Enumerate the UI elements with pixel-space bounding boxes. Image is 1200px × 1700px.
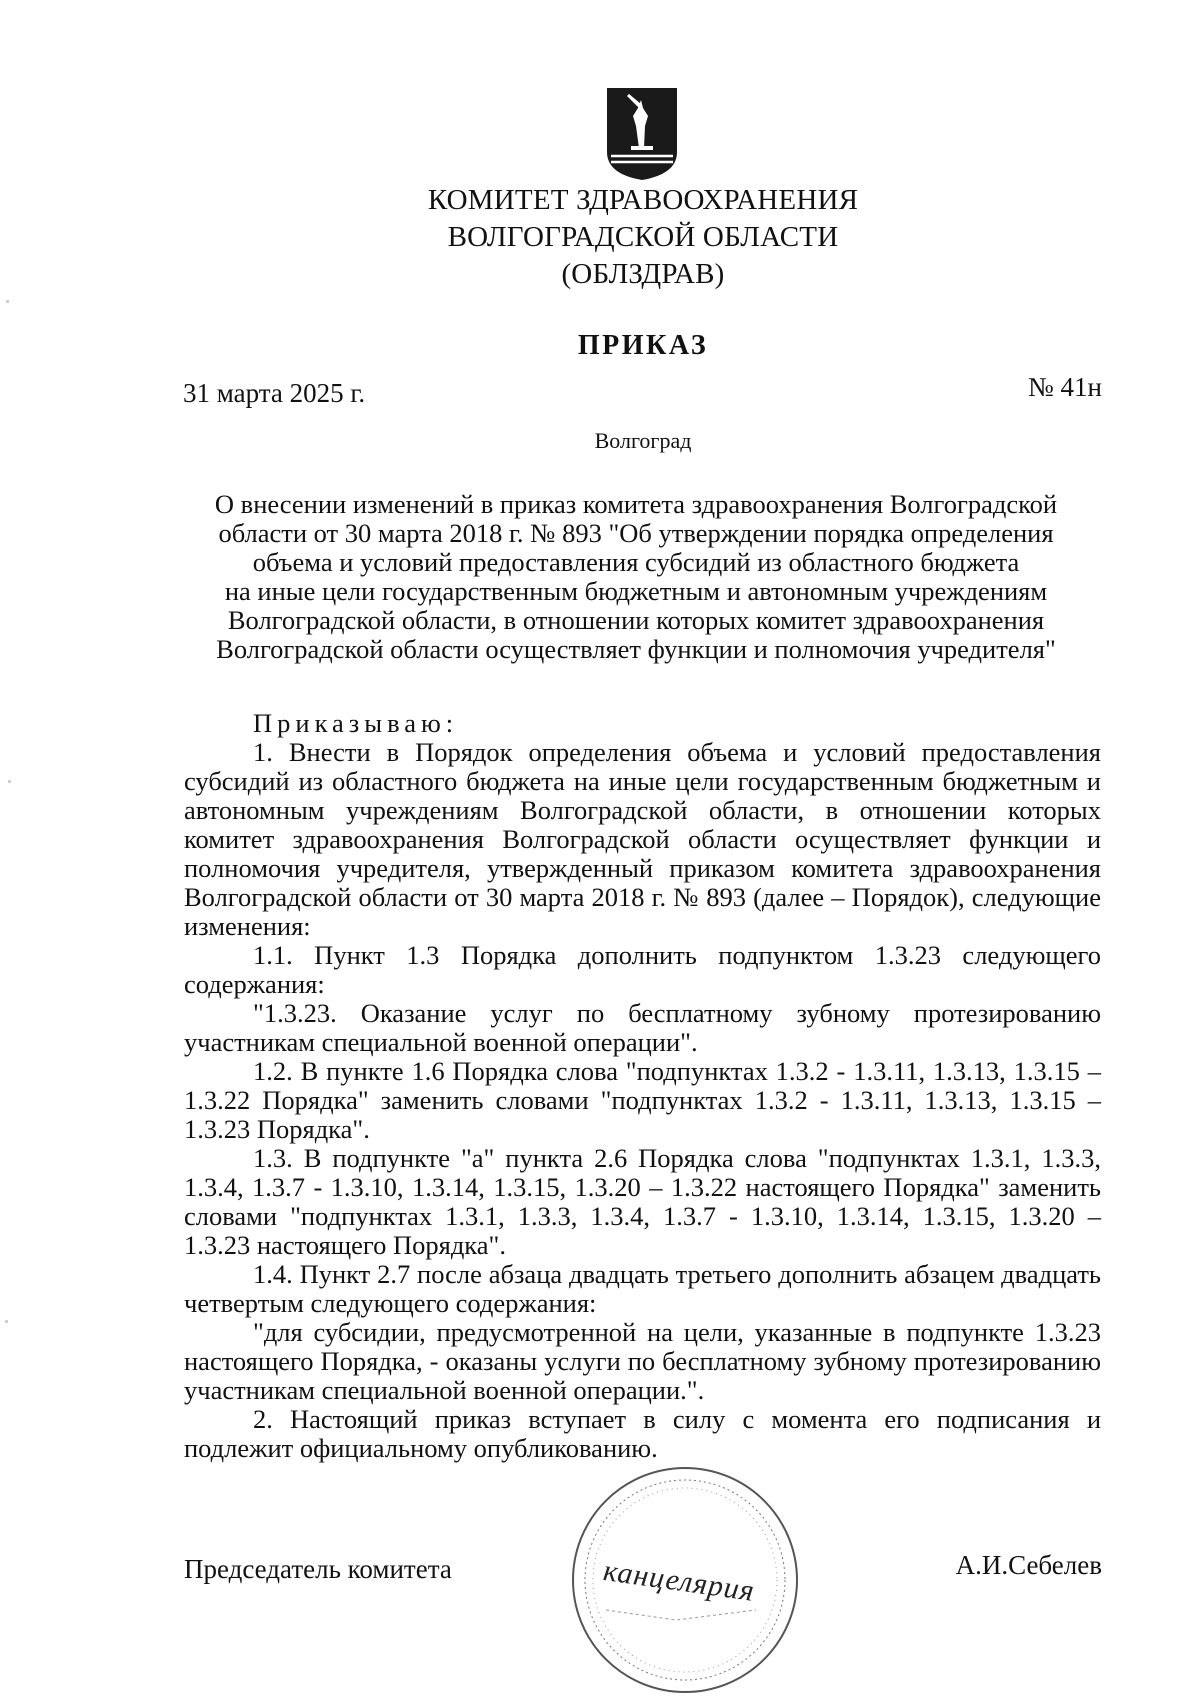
paragraph-1-4-quote: "для субсидии, предусмотренной на цели, указанные в подпункте 1.3.23 настоящего Порядка, - оказаны услуги по бесплатному зубному протезированию участникам специальной военной операции.". bbox=[184, 1317, 1101, 1405]
paragraph-1-2: 1.2. В пункте 1.6 Порядка слова "подпунктах 1.3.2 - 1.3.11, 1.3.13, 1.3.15 – 1.3.22 Порядка" заменить словами "подпунктах 1.3.2 - 1.3.11, 1.3.13, 1.3.15 – 1.3.23 Порядка". bbox=[184, 1056, 1101, 1144]
signatory-role: Председатель комитета bbox=[184, 1554, 452, 1584]
subject-line: Волгоградской области осуществляет функции и полномочия учредителя" bbox=[216, 634, 1056, 664]
stamp-text: канцелярия bbox=[601, 1554, 757, 1608]
document-date: 31 марта 2025 г. bbox=[183, 378, 366, 408]
subject-line: области от 30 марта 2018 г. № 893 "Об утверждении порядка определения bbox=[218, 518, 1054, 548]
document-type-title: ПРИКАЗ bbox=[577, 330, 709, 361]
organization-name-line-2: ВОЛГОГРАДСКОЙ ОБЛАСТИ bbox=[447, 221, 839, 253]
document-number: № 41н bbox=[1028, 372, 1102, 402]
paragraph-1: 1. Внести в Порядок определения объема и условий предоставления субсидий из областного бюджета на иные цели государственным бюджетным и автономным учреждениям Волгоградской области, в отношении которых комитет здравоохранения Волгоградской области осуществляет функции и полномочия учредителя, утвержденный приказом комитета здравоохранения Волгоградской области от 30 марта 2018 г. № 893 (далее – Порядок), следующие изменения: bbox=[184, 737, 1101, 941]
paragraph-1-4: 1.4. Пункт 2.7 после абзаца двадцать третьего дополнить абзацем двадцать четвертым следующего содержания: bbox=[184, 1259, 1101, 1318]
paragraph-1-3: 1.3. В подпункте "а" пункта 2.6 Порядка слова "подпунктах 1.3.1, 1.3.3, 1.3.4, 1.3.7 - 1.3.10, 1.3.14, 1.3.15, 1.3.20 – 1.3.22 настоящего Порядка" заменить словами "подпунктах 1.3.1, 1.3.3, 1.3.4, 1.3.7 - 1.3.10, 1.3.14, 1.3.15, 1.3.20 – 1.3.23 настоящего Порядка". bbox=[184, 1143, 1101, 1260]
paragraph-2: 2. Настоящий приказ вступает в силу с момента его подписания и подлежит официальному опубликованию. bbox=[184, 1404, 1101, 1463]
signatory-name: А.И.Себелев bbox=[955, 1550, 1102, 1580]
organization-name-line-1: КОМИТЕТ ЗДРАВООХРАНЕНИЯ bbox=[427, 184, 859, 216]
paragraph-1-1: 1.1. Пункт 1.3 Порядка дополнить подпунктом 1.3.23 следующего содержания: bbox=[184, 940, 1101, 999]
scan-speck bbox=[6, 300, 9, 303]
paragraph-1-1-quote: "1.3.23. Оказание услуг по бесплатному зубному протезированию участникам специальной военной операции". bbox=[184, 998, 1101, 1057]
subject-line: на иные цели государственным бюджетным и автономным учреждениям bbox=[224, 576, 1048, 606]
subject-line: Волгоградской области, в отношении которых комитет здравоохранения bbox=[227, 605, 1045, 635]
document-city: Волгоград bbox=[594, 428, 692, 453]
document-subject bbox=[170, 490, 1102, 664]
subject-line: О внесении изменений в приказ комитета здравоохранения Волгоградской bbox=[214, 489, 1058, 519]
document-body bbox=[184, 709, 1101, 1463]
coat-of-arms-emblem bbox=[605, 86, 679, 182]
organization-abbreviation: (ОБЛЗДРАВ) bbox=[561, 258, 725, 290]
subject-line: объема и условий предоставления субсидий из областного бюджета bbox=[252, 547, 1020, 577]
scan-speck bbox=[5, 1320, 8, 1323]
scan-speck bbox=[8, 780, 11, 783]
order-word: Приказываю: bbox=[253, 708, 459, 738]
